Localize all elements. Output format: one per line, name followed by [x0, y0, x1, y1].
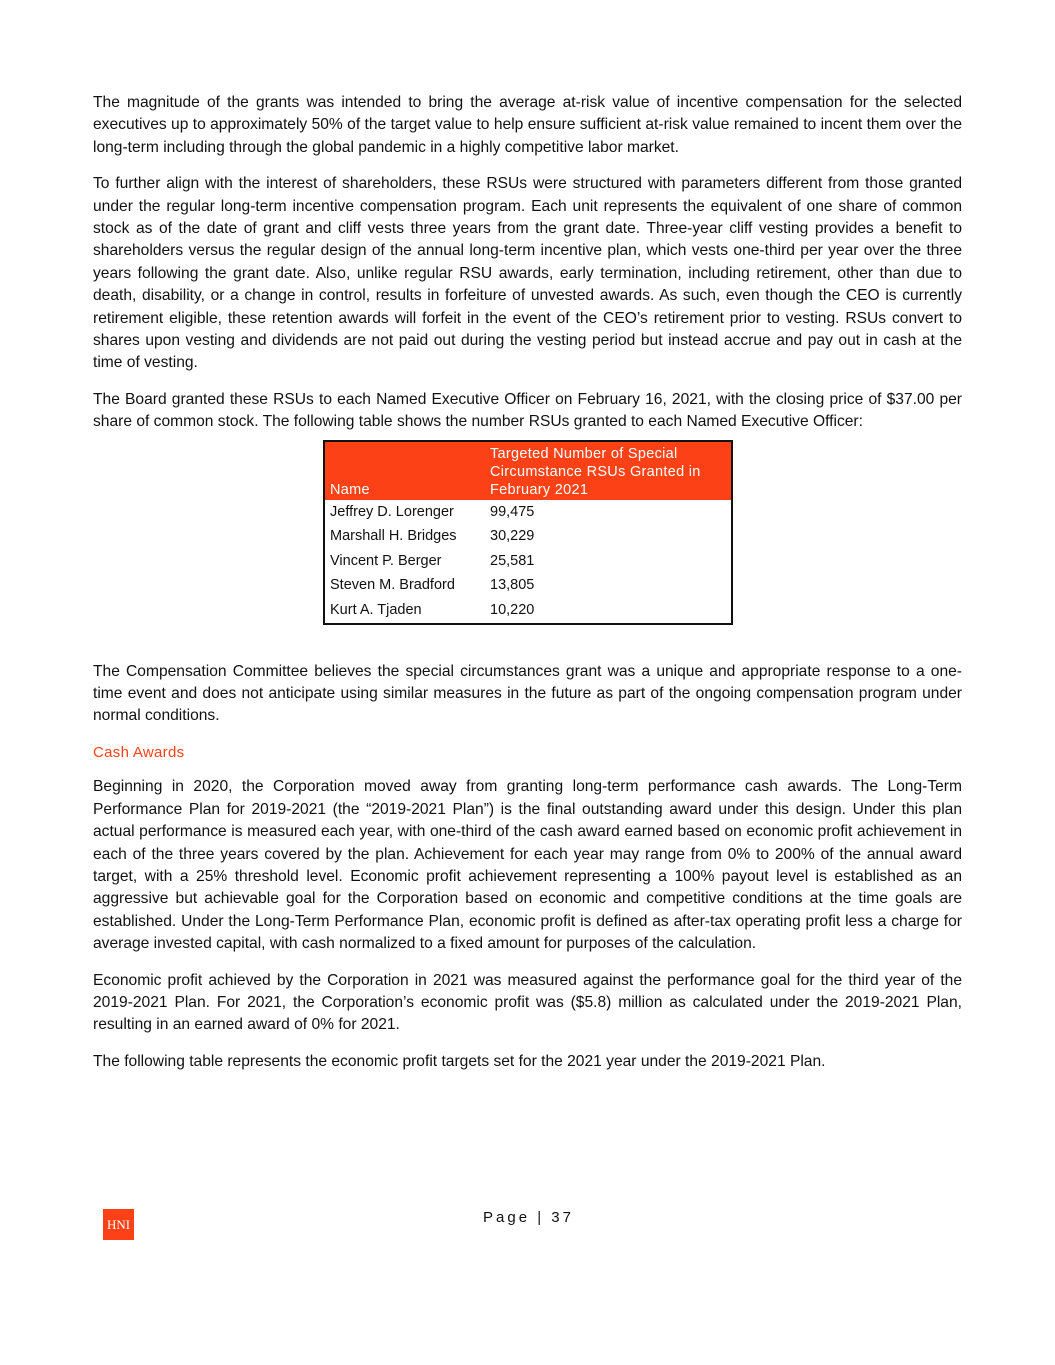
cell-rsus: 10,220 — [490, 602, 535, 619]
table-row — [324, 500, 732, 525]
paragraph: The following table represents the economic profit targets set for the 2021 year under the 2019-2021 Plan. — [93, 1052, 826, 1070]
table-row — [324, 524, 732, 549]
cell-name: Marshall H. Bridges — [330, 528, 457, 545]
column-header-name: Name — [324, 441, 485, 500]
hni-logo: HNI — [103, 1209, 134, 1240]
cell-rsus: 30,229 — [490, 528, 535, 545]
cell-name: Jeffrey D. Lorenger — [330, 503, 454, 520]
document-body — [93, 92, 962, 1087]
table-row — [324, 573, 732, 598]
paragraph: The Compensation Committee believes the special circumstances grant was a unique and appropriate response to a one-time event and does not anticipate using similar measures in the future as part of the ongoing compensation program under normal conditions. — [93, 662, 962, 725]
table-row — [324, 549, 732, 574]
cell-rsus: 13,805 — [490, 577, 535, 594]
paragraph: The magnitude of the grants was intended to bring the average at-risk value of incentive compensation for the selected executives up to approximately 50% of the target value to help ensure sufficient at-risk value remained to incent them over the long-term including through the global pandemic in a highly competitive labor market. — [93, 94, 962, 156]
section-heading: Cash Awards — [93, 743, 185, 761]
paragraph: The Board granted these RSUs to each Named Executive Officer on February 16, 2021, with the closing price of $37.00 per share of common stock. The following table shows the number RSUs granted to each Named Executive Officer: — [93, 390, 962, 431]
column-header-rsus: Targeted Number of Special Circumstance RSUs Granted in February 2021 — [485, 441, 732, 500]
cell-name: Kurt A. Tjaden — [330, 602, 422, 619]
page-number: Page | 37 — [483, 1209, 574, 1226]
cell-rsus: 25,581 — [490, 552, 535, 569]
table-row — [324, 598, 732, 624]
cell-name: Steven M. Bradford — [330, 577, 455, 594]
paragraph: To further align with the interest of shareholders, these RSUs were structured with parameters different from those granted under the regular long-term incentive compensation program. Each unit represents the equivalent of one share of common stock as of the date of grant and cliff vests three years from the grant date. Three-year cliff vesting provides a benefit to shareholders versus the regular design of the annual long-term incentive plan, which vests one-third per year over the three years following the grant date. Also, unlike regular RSU awards, early termination, including retirement, other than due to death, disability, or a change in control, results in forfeiture of unvested awards. As such, even though the CEO is currently retirement eligible, these retention awards will forfeit in the event of the CEO’s retirement prior to vesting. RSUs convert to shares upon vesting and dividends are not paid out during the vesting period but instead accrue and pay out in cash at the time of vesting. — [93, 175, 962, 372]
paragraph: Beginning in 2020, the Corporation moved away from granting long-term performance cash awards. The Long-Term Performance Plan for 2019-2021 (the “2019-2021 Plan”) is the final outstanding award under this design. Under this plan actual performance is measured each year, with one-third of the cash award earned based on economic profit achievement in each of the three years covered by the plan. Achievement for each year may range from 0% to 200% of the annual award target, with a 25% threshold level. Economic profit achievement representing a 100% payout level is established as an aggressive but achievable goal for the Corporation based on economic and competitive conditions at the time goals are established. Under the Long-Term Performance Plan, economic profit is defined as after-tax operating profit less a charge for average invested capital, with cash normalized to a fixed amount for purposes of the calculation. — [93, 778, 962, 953]
paragraph: Economic profit achieved by the Corporation in 2021 was measured against the performance goal for the third year of the 2019-2021 Plan. For 2021, the Corporation’s economic profit was ($5.8) million as calculated under the 2019-2021 Plan, resulting in an earned award of 0% for 2021. — [93, 971, 962, 1034]
cell-rsus: 99,475 — [490, 503, 535, 520]
rsu-grants-table — [323, 440, 733, 625]
table-header-row — [324, 441, 732, 500]
cell-name: Vincent P. Berger — [330, 552, 442, 569]
